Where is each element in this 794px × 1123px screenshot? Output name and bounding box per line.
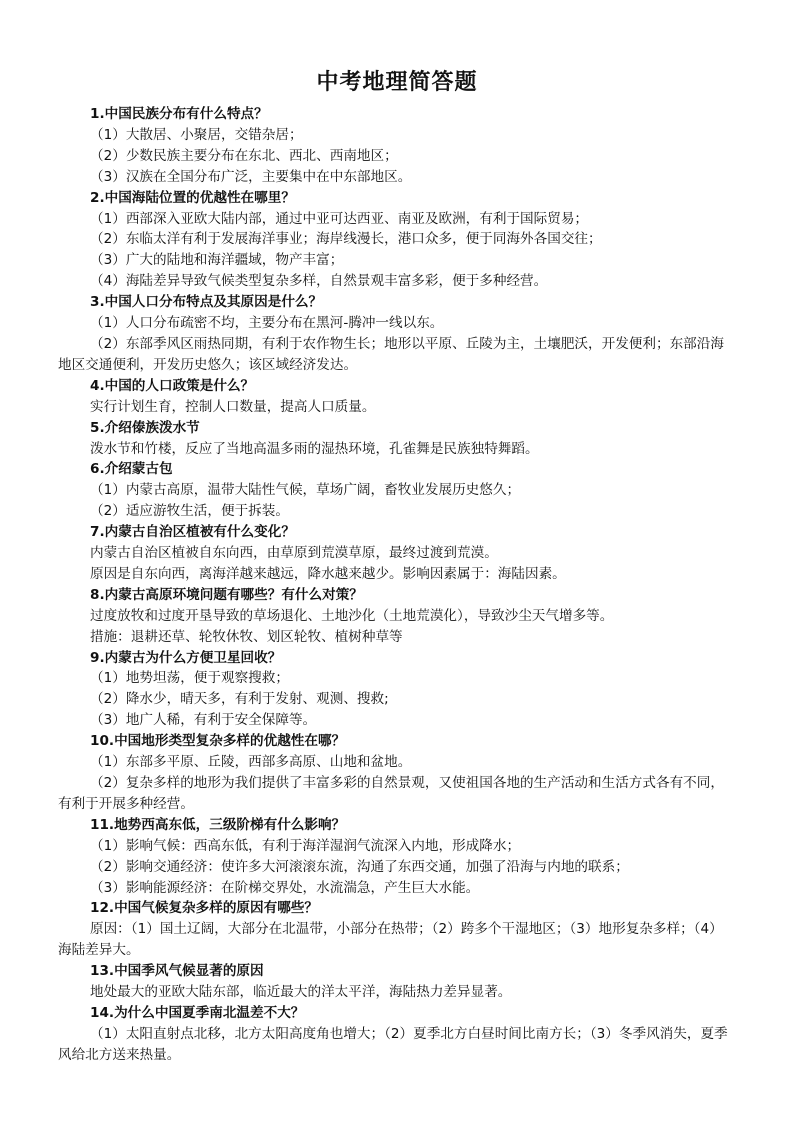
question-block (58, 104, 736, 188)
answer-line: （2）东临太洋有利于发展海洋事业；海岸线漫长，港口众多，便于同海外各国交往； (90, 231, 602, 248)
answer-line: （1）内蒙古高原，温带大陆性气候，草场广阔，畜牧业发展历史悠久； (90, 482, 521, 499)
question-block (58, 898, 736, 961)
question-block (58, 648, 736, 732)
answer-line: （2）东部季风区雨热同期，有利于农作物生长；地形以平原、丘陵为主，土壤肥沃，开发便利；东部沿海地区交通便利，开发历史悠久；该区域经济发达。 (58, 335, 724, 373)
answer-line: （1）西部深入亚欧大陆内部，通过中亚可达西亚、南亚及欧洲，有利于国际贸易； (90, 210, 589, 227)
answer-line: （2）影响交通经济：使许多大河滚滚东流，沟通了东西交通，加强了沿海与内地的联系； (90, 858, 629, 875)
question-block (58, 459, 736, 522)
question-block (58, 188, 736, 293)
answer-line: （3）汉族在全国分布广泛，主要集中在中东部地区。 (90, 168, 412, 185)
answer-line: （1）东部多平原、丘陵，西部多高原、山地和盆地。 (90, 754, 412, 771)
answer-line: 地处最大的亚欧大陆东部，临近最大的洋太平洋，海陆热力差异显著。 (90, 984, 512, 1001)
question-heading: 8.内蒙古高原环境问题有哪些？有什么对策？ (90, 586, 363, 603)
question-block (58, 815, 736, 899)
question-block (58, 1003, 736, 1066)
answer-line: （3）影响能源经济：在阶梯交界处，水流湍急，产生巨大水能。 (90, 879, 480, 896)
question-heading: 9.内蒙古为什么方便卫星回收？ (90, 649, 282, 666)
answer-line: 实行计划生育，控制人口数量，提高人口质量。 (90, 398, 376, 415)
question-heading: 6.介绍蒙古包 (90, 461, 173, 478)
answer-line: （3）地广人稀，有利于安全保障等。 (90, 712, 317, 729)
question-heading: 11.地势西高东低，三级阶梯有什么影响？ (90, 816, 346, 833)
question-block (58, 585, 736, 648)
question-block (58, 522, 736, 585)
answer-line: （2）复杂多样的地形为我们提供了丰富多彩的自然景观，又使祖国各地的生产活动和生活方式各有不同，有利于开展多种经营。 (58, 775, 724, 812)
question-block (58, 731, 736, 815)
question-heading: 7.内蒙古自治区植被有什么变化？ (90, 524, 295, 541)
answer-line: 措施：退耕还草、轮牧休牧、划区轮牧、植树种草等 (90, 628, 403, 645)
answer-line: （4）海陆差异导致气候类型复杂多样，自然景观丰富多彩，便于多种经营。 (90, 273, 548, 290)
answer-line: （2）适应游牧生活，便于拆装。 (90, 503, 289, 520)
question-heading: 5.介绍傣族泼水节 (90, 419, 200, 436)
question-list (58, 104, 736, 1066)
page-title: 中考地理简答题 (316, 70, 478, 95)
question-heading: 13.中国季风气候显著的原因 (90, 963, 264, 980)
answer-line: （1）影响气候：西高东低，有利于海洋湿润气流深入内地，形成降水； (90, 837, 521, 854)
question-heading: 4.中国的人口政策是什么？ (90, 377, 255, 394)
question-heading: 1.中国民族分布有什么特点？ (90, 106, 268, 122)
question-heading: 14.为什么中国夏季南北温差不大？ (90, 1004, 305, 1021)
question-heading: 10.中国地形类型复杂多样的优越性在哪？ (90, 733, 346, 750)
answer-line: 泼水节和竹楼，反应了当地高温多雨的湿热环境，孔雀舞是民族独特舞蹈。 (90, 440, 539, 457)
question-block (58, 961, 736, 1003)
question-block (58, 292, 736, 376)
question-heading: 2.中国海陆位置的优越性在哪里？ (90, 189, 295, 206)
answer-line: （1）人口分布疏密不均，主要分布在黑河-腾冲一线以东。 (90, 315, 444, 332)
question-heading: 3.中国人口分布特点及其原因是什么？ (90, 294, 323, 311)
answer-line: 过度放牧和过度开垦导致的草场退化、土地沙化（土地荒漠化），导致沙尘天气增多等。 (90, 607, 614, 624)
answer-line: （2）少数民族主要分布在东北、西北、西南地区； (90, 147, 398, 164)
answer-line: 内蒙古自治区植被自东向西，由草原到荒漠草原，最终过渡到荒漠。 (90, 545, 498, 562)
question-heading: 12.中国气候复杂多样的原因有哪些？ (90, 900, 318, 917)
answer-line: 原因是自东向西，离海洋越来越远，降水越来越少。影响因素属于：海陆因素。 (90, 565, 566, 582)
answer-line: 原因：（1）国土辽阔，大部分在北温带，小部分在热带；（2）跨多个干湿地区；（3）地形复杂多样；（4）海陆差异大。 (58, 921, 723, 959)
answer-line: （3）广大的陆地和海洋疆域，物产丰富； (90, 252, 344, 269)
answer-line: （1）地势坦荡，便于观察搜救； (90, 670, 289, 687)
question-block (58, 376, 736, 418)
answer-line: （1）太阳直射点北移，北方太阳高度角也增大；（2）夏季北方白昼时间比南方长；（3）冬季风消失，夏季风给北方送来热量。 (58, 1025, 728, 1063)
answer-line: （1）大散居、小聚居，交错杂居； (90, 126, 303, 143)
question-block (58, 418, 736, 460)
answer-line: （2）降水少，晴天多，有利于发射、观测、搜救; (90, 691, 389, 708)
